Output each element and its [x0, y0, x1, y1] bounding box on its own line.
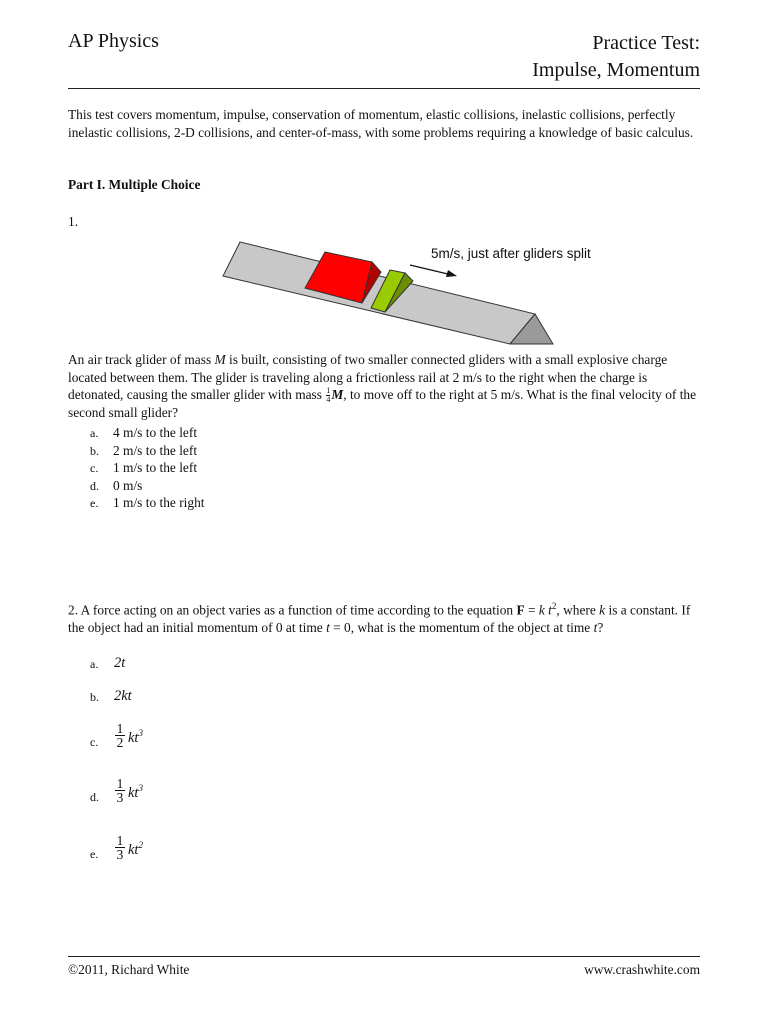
q1-stem-text: An air track glider of mass — [68, 352, 215, 367]
choice-text: 1 m/s to the right — [113, 495, 205, 510]
choice-expression — [128, 783, 143, 802]
footer-rule — [68, 956, 700, 957]
q2-exponent: 2 — [551, 601, 557, 611]
choice-letter: d. — [90, 478, 99, 493]
velocity-arrow — [410, 265, 452, 275]
expression-exponent: 3 — [138, 783, 143, 793]
q2-stem-text: , where — [556, 602, 600, 618]
q2-stem-text: ? — [597, 619, 604, 635]
footer-url[interactable]: www.crashwhite.com — [584, 962, 700, 977]
choice-expression: 2kt — [114, 688, 132, 704]
choice-text: 1 m/s to the left — [113, 460, 198, 475]
q2-choice-e — [90, 834, 290, 874]
q1-mass-symbol-2: M — [331, 387, 344, 402]
choice-letter: b. — [90, 690, 99, 704]
q2-force-symbol: F — [516, 602, 525, 618]
q2-stem-text: 2. A force acting on an object varies as a function of time according to the equation — [68, 602, 517, 618]
choice-item — [90, 477, 205, 495]
q2-stem-text: is a constant. If the object had an initial momentum of 0 at time — [68, 602, 691, 635]
choice-letter: d. — [90, 790, 99, 804]
expression-base: kt — [128, 729, 139, 746]
choice-fraction — [115, 777, 125, 804]
expression-base: kt — [128, 784, 139, 801]
q2-stem-text: = 0, what is the momentum of the object at time — [329, 619, 594, 635]
q2-k-symbol: k — [538, 602, 545, 618]
choice-fraction — [115, 834, 125, 861]
fraction-numerator: 1 — [116, 721, 124, 736]
test-title-line2: Impulse, Momentum — [532, 59, 700, 81]
q1-fraction-denominator: 4 — [326, 395, 331, 405]
choice-letter: b. — [90, 443, 99, 458]
fraction-denominator: 3 — [116, 790, 124, 805]
choice-letter: e. — [90, 847, 99, 861]
choice-letter: c. — [90, 461, 99, 475]
q1-mass-fraction — [326, 387, 330, 404]
test-title-line1: Practice Test: — [592, 32, 700, 54]
question-1-stem — [68, 351, 700, 422]
q2-equals: = — [524, 602, 539, 618]
test-title — [532, 30, 700, 84]
q1-fraction-numerator: 1 — [326, 386, 331, 396]
choice-letter: c. — [90, 735, 99, 749]
velocity-arrowhead — [446, 270, 457, 277]
expression-exponent: 3 — [138, 728, 143, 738]
choice-letter: a. — [90, 426, 99, 440]
q1-stem-text: , to move off to the right at 5 m/s. What is the final velocity of the second small glider? — [68, 387, 697, 421]
choice-text: 2 m/s to the left — [113, 442, 198, 458]
fraction-numerator: 1 — [116, 833, 124, 848]
q2-t-symbol: t — [593, 619, 598, 635]
footer-copyright: ©2011, Richard White — [68, 962, 190, 977]
q2-choice-d — [90, 777, 290, 817]
q1-stem-text: is built, consisting of two smaller connected gliders with a small explosive charge located between them. The glider is traveling along a frictionless rail at 2 m/s to the right when the charge is detonated, causing the smaller glider with mass — [68, 352, 668, 402]
intro-paragraph: This test covers momentum, impulse, conservation of momentum, elastic collisions, inelastic collisions, perfectly inelastic collisions, 2-D collisions, and center-of-mass, with some problems requiring a knowledge of basic calculus. — [68, 107, 694, 140]
part-heading: Part I. Multiple Choice — [68, 177, 201, 192]
fraction-numerator: 1 — [116, 776, 124, 791]
choice-text: 0 m/s — [113, 477, 143, 493]
q1-mass-symbol: M — [214, 352, 226, 367]
course-title: AP Physics — [68, 30, 159, 52]
choice-text: 4 m/s to the left — [113, 425, 198, 440]
question-2-stem — [68, 598, 700, 636]
choice-item — [90, 424, 205, 442]
q2-t-symbol: t — [326, 619, 330, 635]
choice-expression: 2t — [114, 655, 126, 671]
choice-item — [90, 494, 205, 512]
q2-t-symbol: t — [544, 602, 552, 618]
question-1-number: 1. — [68, 214, 79, 229]
expression-exponent: 2 — [138, 840, 143, 850]
choice-fraction — [115, 722, 125, 749]
header-rule — [68, 88, 700, 89]
air-track-figure — [215, 232, 591, 350]
choice-expression — [128, 840, 143, 859]
q2-choice-c — [90, 722, 290, 762]
choice-letter: a. — [90, 657, 99, 671]
fraction-denominator: 2 — [116, 735, 124, 750]
choice-item — [90, 442, 205, 460]
fraction-denominator: 3 — [116, 847, 124, 862]
q2-k-symbol: k — [599, 602, 606, 618]
velocity-label: 5m/s, just after gliders split — [431, 246, 591, 261]
expression-base: kt — [128, 841, 139, 858]
question-1-choices — [90, 424, 205, 512]
choice-expression — [128, 728, 143, 747]
choice-letter: e. — [90, 496, 99, 510]
choice-item — [90, 459, 205, 477]
